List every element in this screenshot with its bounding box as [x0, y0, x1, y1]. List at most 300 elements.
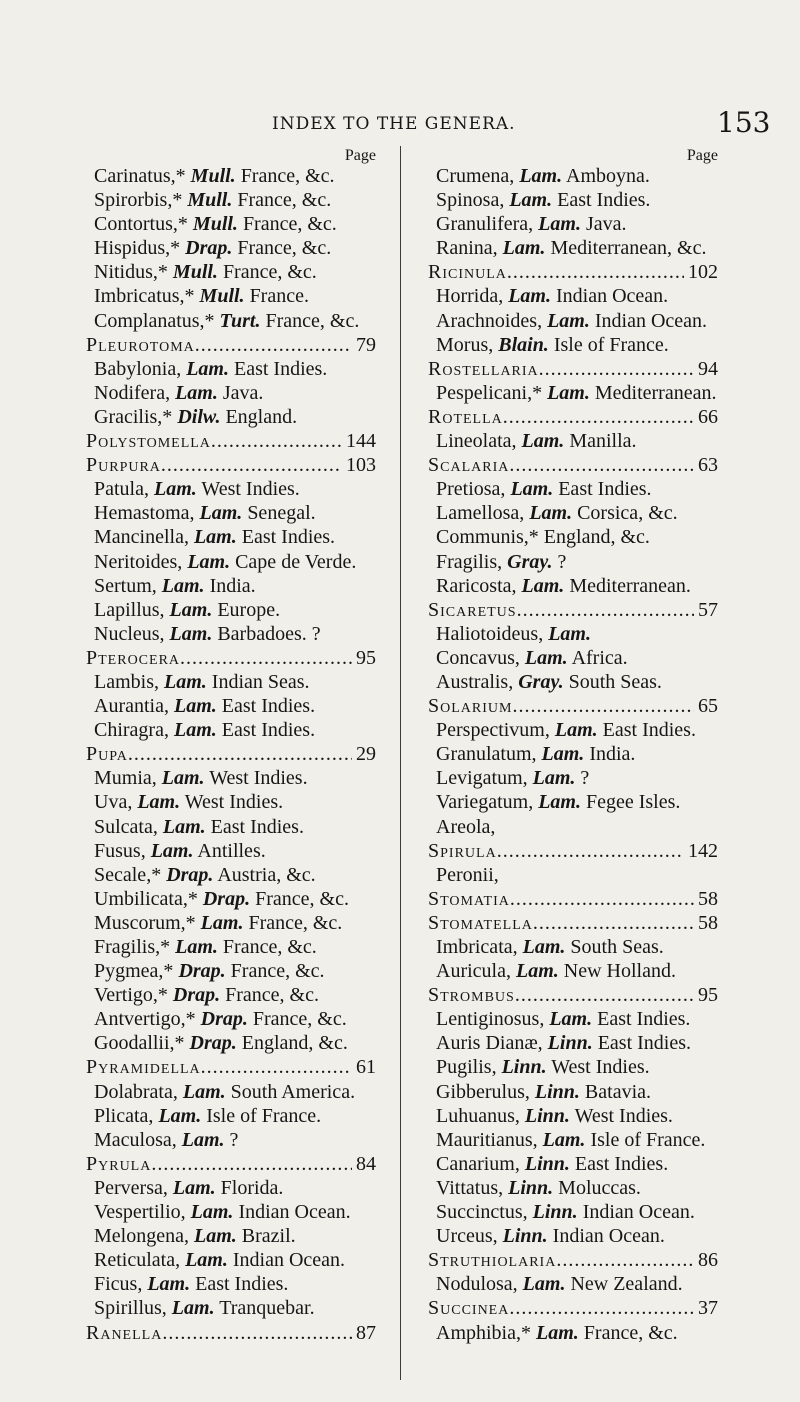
- species-locality: Cape de Verde.: [235, 550, 357, 573]
- species-name: Pygmea,*: [94, 960, 174, 983]
- species-entry: [428, 766, 718, 790]
- genus-heading: [86, 1152, 376, 1176]
- species-locality: West Indies.: [551, 1056, 650, 1079]
- species-name: Perversa,: [94, 1176, 168, 1199]
- species-author: Turt.: [219, 309, 261, 332]
- species-name: Fragilis,*: [94, 936, 171, 958]
- species-author: Lam.: [515, 960, 559, 983]
- species-author: Lam.: [532, 767, 576, 790]
- species-locality: Tranquebar.: [219, 1297, 315, 1320]
- species-locality: East Indies.: [195, 1273, 289, 1296]
- species-name: Muscorum,*: [94, 911, 196, 934]
- species-name: Spirillus,: [94, 1297, 167, 1320]
- species-entry: [86, 212, 376, 236]
- genus-name: Scalaria: [428, 454, 510, 477]
- species-entry: [428, 429, 718, 453]
- genus-page: 79: [356, 333, 376, 356]
- species-locality: New Zealand.: [570, 1273, 683, 1296]
- species-author: Lam.: [522, 936, 566, 958]
- species-author: Linn.: [508, 1176, 554, 1199]
- genus-page: 66: [698, 405, 718, 428]
- species-locality: Mediterranean.: [569, 574, 691, 597]
- species-entry: [428, 815, 718, 839]
- dot-leader: [497, 839, 684, 863]
- genus-heading: [428, 357, 718, 381]
- species-name: Goodallii,*: [94, 1032, 185, 1055]
- dot-leader: [151, 1152, 352, 1176]
- species-entry: [428, 525, 718, 549]
- species-locality: East Indies.: [597, 1008, 691, 1031]
- species-entry: [428, 1200, 718, 1224]
- species-name: Mauritianus,: [436, 1128, 538, 1151]
- species-entry: [86, 477, 376, 501]
- species-name: Hemastoma,: [94, 502, 195, 525]
- species-name: Lamellosa,: [436, 502, 525, 525]
- species-entry: [86, 1200, 376, 1224]
- species-author: Lam.: [193, 1225, 237, 1248]
- species-entry: [86, 887, 376, 911]
- species-locality: France, &c.: [225, 984, 319, 1007]
- genus-heading: [86, 1055, 376, 1079]
- species-name: Pretiosa,: [436, 478, 506, 501]
- genus-page: 57: [698, 598, 718, 621]
- species-locality: France, &c.: [240, 165, 335, 187]
- dot-leader: [507, 260, 684, 284]
- species-name: Sertum,: [94, 574, 157, 597]
- dot-leader: [515, 983, 694, 1007]
- genus-name: Solarium: [428, 695, 513, 718]
- species-entry: [428, 718, 718, 742]
- species-author: Lam.: [186, 357, 229, 380]
- genus-name: Spirula: [428, 839, 497, 862]
- species-entry: [86, 1128, 376, 1152]
- species-entry: [86, 188, 376, 212]
- species-locality: Africa.: [571, 646, 628, 669]
- species-author: Lam.: [529, 502, 573, 525]
- species-locality: France, &c.: [230, 960, 325, 983]
- species-name: Australis,: [436, 670, 514, 693]
- species-locality: Java.: [585, 213, 627, 236]
- species-locality: West Indies.: [574, 1104, 673, 1127]
- species-author: Linn.: [534, 1080, 580, 1103]
- species-entry: [428, 622, 718, 646]
- species-entry: [86, 1031, 376, 1055]
- genus-page: 142: [688, 839, 718, 862]
- species-locality: Isle of France.: [590, 1128, 706, 1151]
- species-author: Lam.: [161, 767, 205, 790]
- species-entry: [86, 501, 376, 525]
- species-locality: Florida.: [220, 1176, 284, 1199]
- genus-page: 87: [356, 1321, 376, 1344]
- species-locality: Indian Ocean.: [555, 285, 669, 308]
- species-entry: [86, 863, 376, 887]
- species-author: Lam.: [519, 165, 563, 187]
- species-name: Ranina,: [436, 237, 498, 260]
- species-author: Drap.: [189, 1032, 237, 1055]
- species-entry: [428, 742, 718, 766]
- species-author: Lam.: [508, 285, 551, 308]
- species-author: Linn.: [547, 1032, 593, 1055]
- species-entry: [86, 1007, 376, 1031]
- species-name: Imbricatus,*: [94, 285, 195, 308]
- species-locality: England.: [225, 405, 298, 428]
- species-name: Uva,: [94, 791, 133, 814]
- species-author: Lam.: [538, 791, 581, 814]
- genus-heading: [86, 646, 376, 670]
- species-author: Lam.: [541, 743, 585, 766]
- species-entry: [428, 164, 718, 188]
- species-locality: France, &c.: [242, 213, 337, 236]
- species-name: Spirorbis,*: [94, 189, 183, 212]
- species-entry: [86, 815, 376, 839]
- species-entry: [428, 1152, 718, 1176]
- species-author: Lam.: [502, 237, 546, 260]
- genus-name: Pyramidella: [86, 1056, 201, 1079]
- species-locality: Isle of France.: [206, 1104, 322, 1127]
- species-entry: [86, 357, 376, 381]
- species-name: Complanatus,*: [94, 309, 215, 332]
- species-locality: Indian Seas.: [211, 670, 310, 693]
- genus-heading: [428, 839, 718, 863]
- species-author: Lam.: [173, 695, 217, 718]
- genus-page: 144: [346, 430, 376, 453]
- species-name: Vespertilio,: [94, 1201, 186, 1224]
- species-locality: Austria, &c.: [217, 863, 316, 886]
- dot-leader: [211, 429, 342, 453]
- species-locality: East Indies.: [234, 357, 328, 380]
- species-locality: West Indies.: [184, 791, 284, 814]
- genus-name: Pleurotoma: [86, 333, 195, 356]
- dot-leader: [503, 405, 694, 429]
- species-name: Concavus,: [436, 646, 520, 669]
- species-locality: France, &c.: [237, 237, 332, 260]
- species-locality: Batavia.: [584, 1080, 652, 1103]
- dot-leader: [539, 357, 694, 381]
- species-name: Vittatus,: [436, 1176, 504, 1199]
- species-entry: [428, 574, 718, 598]
- species-name: Mancinella,: [94, 526, 189, 549]
- species-author: Lam.: [549, 1008, 593, 1031]
- genus-page: 95: [698, 984, 718, 1007]
- genus-heading: [428, 983, 718, 1007]
- species-locality: Antilles.: [197, 839, 266, 862]
- species-entry: [428, 1104, 718, 1128]
- genus-heading: [428, 887, 718, 911]
- species-name: Gibberulus,: [436, 1080, 530, 1103]
- species-name: Neritoides,: [94, 550, 183, 573]
- genus-name: Ricinula: [428, 261, 507, 284]
- species-entry: [428, 1224, 718, 1248]
- genus-heading: [86, 1321, 376, 1345]
- species-entry: [86, 718, 376, 742]
- species-entry: [428, 381, 718, 405]
- species-locality: France, &c.: [252, 1008, 347, 1031]
- species-entry: [86, 790, 376, 814]
- genus-heading: [428, 453, 718, 477]
- species-name: Umbilicata,*: [94, 887, 198, 910]
- genus-heading: [86, 453, 376, 477]
- species-locality: Indian Ocean.: [582, 1201, 695, 1224]
- running-title: INDEX TO THE GENERA.: [272, 114, 516, 134]
- species-author: Lam.: [158, 1104, 202, 1127]
- genus-page: 58: [698, 887, 718, 910]
- species-author: Lam.: [173, 719, 217, 742]
- species-locality: New Holland.: [563, 960, 676, 983]
- species-entry: [428, 284, 718, 308]
- species-locality: South America.: [230, 1080, 356, 1103]
- species-name: Nitidus,*: [94, 261, 168, 284]
- genus-heading: [428, 405, 718, 429]
- species-locality: Moluccas.: [558, 1176, 641, 1199]
- species-name: Melongena,: [94, 1225, 189, 1248]
- genus-name: Succinea: [428, 1297, 510, 1320]
- genus-name: Rostellaria: [428, 357, 539, 380]
- species-locality: East Indies.: [602, 719, 696, 742]
- species-author: Gray.: [518, 670, 564, 693]
- species-name: Pespelicani,*: [436, 381, 543, 404]
- species-entry: [86, 598, 376, 622]
- species-locality: ?: [229, 1128, 239, 1151]
- species-locality: France, &c.: [222, 261, 317, 284]
- species-name: Chiragra,: [94, 719, 169, 742]
- species-entry: [428, 309, 718, 333]
- species-locality: Mediterranean, &c.: [550, 237, 707, 260]
- species-author: Lam.: [547, 309, 590, 332]
- species-entry: [86, 839, 376, 863]
- genus-page: 63: [698, 454, 718, 477]
- species-locality: West Indies.: [201, 478, 300, 501]
- species-locality: Amboyna.: [566, 165, 650, 187]
- dot-leader: [509, 453, 694, 477]
- genus-name: Pterocera: [86, 646, 181, 669]
- species-author: Linn.: [524, 1152, 570, 1175]
- species-author: Lam.: [536, 1321, 579, 1344]
- species-name: Maculosa,: [94, 1128, 177, 1151]
- page-number: 153: [717, 106, 771, 139]
- species-entry: [428, 477, 718, 501]
- species-locality: ?: [557, 550, 567, 573]
- species-locality: Indian Ocean.: [594, 309, 708, 332]
- species-name: Arachnoides,: [436, 309, 543, 332]
- species-locality: France, &c.: [248, 911, 343, 934]
- species-entry: [86, 574, 376, 598]
- species-entry: [86, 1080, 376, 1104]
- species-entry: [428, 333, 718, 357]
- species-name: Variegatum,: [436, 791, 534, 814]
- genus-name: Purpura: [86, 454, 161, 477]
- species-author: Lam.: [164, 670, 207, 693]
- species-author: Mull.: [199, 285, 245, 308]
- species-author: Lam.: [154, 478, 197, 501]
- species-entry: [428, 550, 718, 574]
- species-locality: West Indies.: [209, 767, 308, 790]
- species-name: Horrida,: [436, 285, 504, 308]
- species-locality: Java.: [222, 381, 264, 404]
- species-locality: East Indies.: [574, 1152, 669, 1175]
- genus-name: Polystomella: [86, 430, 211, 453]
- species-author: Lam.: [554, 719, 598, 742]
- genus-heading: [86, 742, 376, 766]
- species-author: Drap.: [185, 237, 233, 260]
- species-locality: East Indies.: [221, 719, 316, 742]
- species-name: Spinosa,: [436, 189, 505, 212]
- dot-leader: [509, 1296, 694, 1320]
- dot-leader: [510, 887, 694, 911]
- genus-page: 29: [356, 743, 376, 766]
- dot-leader: [512, 694, 694, 718]
- species-author: Lam.: [182, 1080, 226, 1103]
- genus-heading: [428, 1248, 718, 1272]
- species-locality: England, &c.: [543, 526, 650, 549]
- species-entry: [428, 501, 718, 525]
- species-entry: [428, 863, 718, 887]
- species-locality: France, &c.: [583, 1321, 678, 1344]
- species-entry: [86, 935, 376, 959]
- genus-name: Pupa: [86, 743, 128, 766]
- species-author: Linn.: [532, 1201, 578, 1224]
- species-entry: [86, 525, 376, 549]
- species-locality: East Indies.: [597, 1032, 692, 1055]
- species-name: Lineolata,: [436, 430, 517, 453]
- genus-page: 65: [698, 695, 718, 718]
- species-name: Lentiginosus,: [436, 1008, 545, 1031]
- species-name: Auricula,: [436, 960, 511, 983]
- species-name: Plicata,: [94, 1104, 154, 1127]
- species-entry: [86, 911, 376, 935]
- species-locality: France, &c.: [237, 189, 332, 212]
- species-name: Patula,: [94, 478, 149, 501]
- species-author: Lam.: [147, 1273, 191, 1296]
- species-name: Canarium,: [436, 1152, 520, 1175]
- species-name: Granulifera,: [436, 213, 534, 236]
- species-name: Haliotoideus,: [436, 622, 544, 645]
- species-author: Lam.: [175, 936, 218, 958]
- species-author: Lam.: [175, 381, 218, 404]
- species-name: Secale,*: [94, 863, 162, 886]
- genus-heading: [428, 911, 718, 935]
- species-name: Raricosta,: [436, 574, 517, 597]
- species-name: Morus,: [436, 333, 494, 356]
- species-entry: [86, 284, 376, 308]
- genus-name: Stomatella: [428, 911, 533, 934]
- genus-page: 95: [356, 646, 376, 669]
- genus-heading: [428, 1296, 718, 1320]
- species-locality: India.: [589, 743, 636, 766]
- species-entry: [86, 983, 376, 1007]
- species-entry: [86, 766, 376, 790]
- species-author: Lam.: [193, 526, 237, 549]
- species-author: Lam.: [538, 213, 581, 236]
- species-author: Lam.: [185, 1249, 228, 1272]
- species-name: Succinctus,: [436, 1201, 528, 1224]
- genus-page: 37: [698, 1297, 718, 1320]
- dot-leader: [162, 1321, 352, 1345]
- species-name: Babylonia,: [94, 357, 182, 380]
- species-entry: [428, 959, 718, 983]
- species-entry: [428, 1080, 718, 1104]
- species-author: Blain.: [498, 333, 549, 356]
- species-name: Lambis,: [94, 670, 159, 693]
- species-locality: Brazil.: [241, 1225, 296, 1248]
- genus-name: Stomatia: [428, 887, 510, 910]
- species-entry: [428, 188, 718, 212]
- column-divider: [400, 146, 401, 1380]
- species-author: Lam.: [171, 1297, 215, 1320]
- species-author: Drap.: [200, 1008, 248, 1031]
- species-name: Areola,: [436, 815, 496, 838]
- species-name: Gracilis,*: [94, 405, 173, 428]
- species-entry: [86, 405, 376, 429]
- species-locality: East Indies.: [558, 478, 652, 501]
- species-name: Nodifera,: [94, 381, 171, 404]
- species-locality: Europe.: [217, 598, 281, 621]
- species-locality: Indian Ocean.: [232, 1249, 346, 1272]
- species-name: Perspectivum,: [436, 719, 550, 742]
- species-name: Granulatum,: [436, 743, 537, 766]
- species-author: Lam.: [162, 815, 206, 838]
- species-name: Peronii,: [436, 863, 499, 886]
- species-author: Mull.: [172, 261, 218, 284]
- dot-leader: [201, 1055, 352, 1079]
- genus-page: 58: [698, 911, 718, 934]
- species-locality: Corsica, &c.: [577, 502, 678, 525]
- species-locality: East Indies.: [557, 189, 651, 212]
- dot-leader: [195, 333, 352, 357]
- species-entry: [428, 236, 718, 260]
- species-author: Lam.: [547, 381, 590, 404]
- species-author: Lam.: [509, 189, 553, 212]
- species-entry: [86, 236, 376, 260]
- genus-heading: [86, 429, 376, 453]
- species-entry: [86, 1248, 376, 1272]
- genus-name: Rotella: [428, 405, 503, 428]
- species-locality: ?: [580, 767, 590, 790]
- species-entry: [86, 1176, 376, 1200]
- species-entry: [428, 790, 718, 814]
- species-entry: [86, 1272, 376, 1296]
- species-locality: Manilla.: [569, 430, 637, 453]
- species-entry: [86, 959, 376, 983]
- species-author: Lam.: [190, 1201, 234, 1224]
- species-entry: [86, 694, 376, 718]
- species-author: Lam.: [187, 550, 231, 573]
- genus-page: 94: [698, 357, 718, 380]
- species-name: Fusus,: [94, 839, 146, 862]
- species-name: Imbricata,: [436, 936, 518, 958]
- species-author: Lam.: [169, 598, 213, 621]
- species-locality: Indian Ocean.: [238, 1201, 351, 1224]
- species-entry: [86, 260, 376, 284]
- genus-heading: [428, 260, 718, 284]
- genus-heading: [428, 694, 718, 718]
- dot-leader: [556, 1248, 694, 1272]
- species-author: Lam.: [150, 839, 194, 862]
- species-name: Contortus,*: [94, 213, 188, 236]
- genus-name: Strombus: [428, 984, 515, 1007]
- species-locality: France, &c.: [265, 309, 360, 332]
- species-name: Hispidus,*: [94, 237, 181, 260]
- species-name: Communis,*: [436, 526, 539, 549]
- genus-page: 61: [356, 1056, 376, 1079]
- species-entry: [428, 1007, 718, 1031]
- species-entry: [428, 670, 718, 694]
- species-entry: [86, 1296, 376, 1320]
- species-locality: South Seas.: [570, 936, 664, 958]
- species-author: Lam.: [172, 1176, 216, 1199]
- species-locality: Mediterranean.: [594, 381, 717, 404]
- species-author: Lam.: [199, 502, 243, 525]
- species-author: Lam.: [521, 430, 565, 453]
